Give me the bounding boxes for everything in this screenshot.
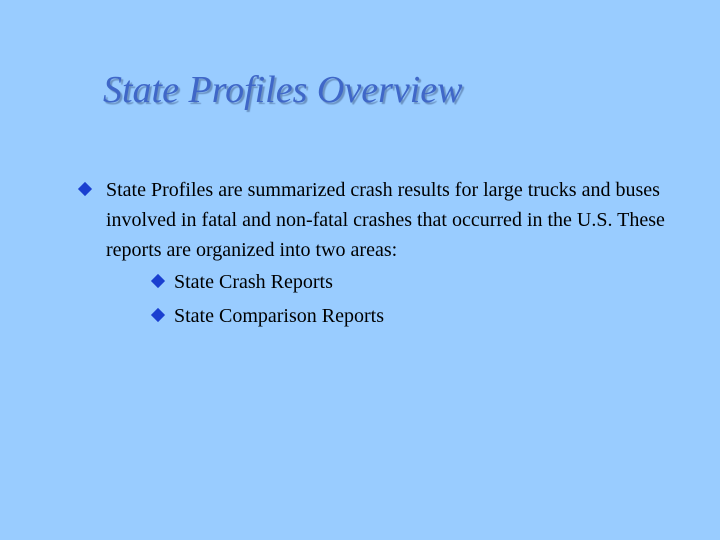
- sub-bullet-text: State Comparison Reports: [174, 305, 384, 327]
- slide-title: State Profiles Overview: [103, 69, 463, 111]
- diamond-bullet-icon: [151, 274, 165, 288]
- sub-bullet-list: [106, 265, 676, 333]
- sub-bullet-text: State Crash Reports: [174, 271, 333, 293]
- bullet-list: [0, 175, 720, 333]
- bullet-text: State Profiles are summarized crash results for large trucks and buses involved in fatal and non-fatal crashes that occurred in the U.S. These reports are organized into two areas:: [106, 179, 665, 261]
- sub-bullet-item-state-crash-reports: [106, 265, 676, 299]
- bullet-item: [0, 175, 676, 333]
- sub-bullet-item-state-comparison-reports: [106, 299, 676, 333]
- diamond-bullet-icon: [151, 308, 165, 322]
- diamond-bullet-icon: [78, 182, 92, 196]
